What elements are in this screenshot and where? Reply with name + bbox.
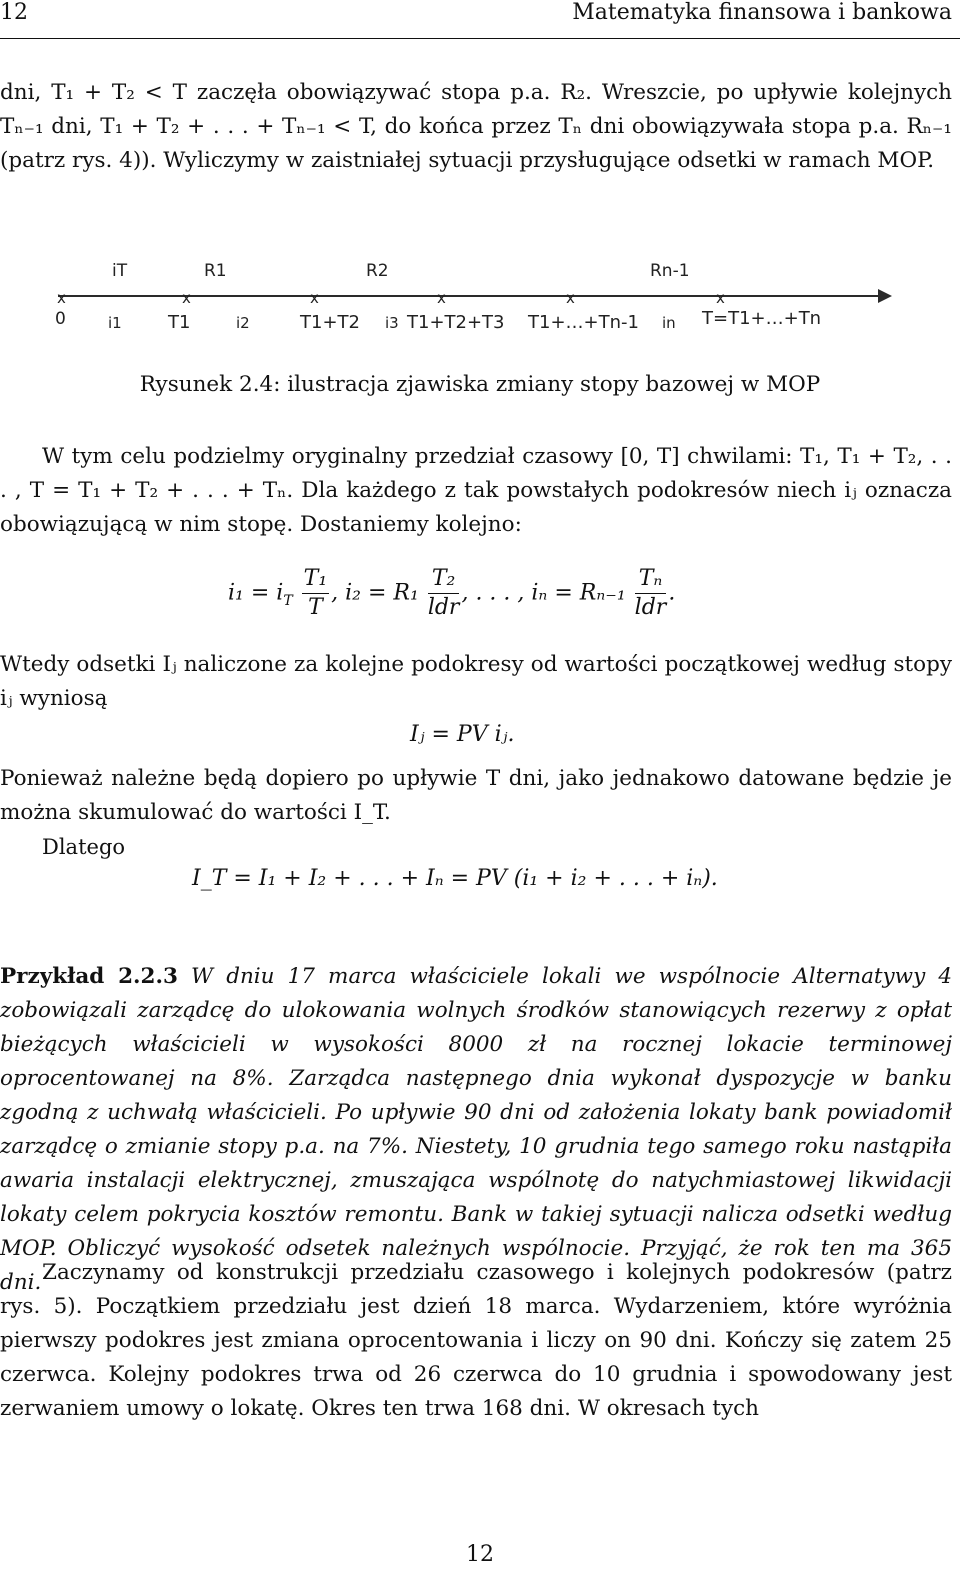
marker-x: x bbox=[57, 289, 66, 307]
equation-total: I_T = I₁ + I₂ + . . . + Iₙ = PV (i₁ + i₂ + . . . + iₙ). bbox=[192, 866, 718, 891]
equation-interest: Iⱼ = PV iⱼ. bbox=[410, 722, 515, 747]
label-i3: i3 bbox=[385, 314, 399, 332]
label-in: in bbox=[662, 314, 676, 332]
marker-x: x bbox=[437, 289, 446, 307]
paragraph-goal: W tym celu podzielmy oryginalny przedział czasowy [0, T] chwilami: T₁, T₁ + T₂, . . . , T = T₁ + T₂ + . . . + Tₙ. Dla każdego z tak powstałych podokresów niech iⱼ oznacza obowiązującą w nim stopę. Dostaniemy kolejno: bbox=[0, 444, 952, 537]
label-T1: T1 bbox=[168, 312, 191, 333]
header-rule bbox=[0, 38, 960, 39]
page-number-footer: 12 bbox=[466, 1542, 494, 1567]
running-title: Matematyka finansowa i bankowa bbox=[572, 0, 952, 25]
label-T-total: T=T1+…+Tn bbox=[702, 308, 822, 329]
label-T1+...+Tn-1: T1+…+Tn-1 bbox=[528, 312, 639, 333]
equation-rates: $i_1 = i_T$ $\frac{\text{T₁}}{T}$ , i₂ = R₁ $\frac{\text{T₂}}{\text{ldr}}$ , . . . , iₙ = Rₙ₋₁ $\frac{\text{Tₙ}}{\text{ldr}}$ . bbox=[228, 566, 676, 620]
paragraph-cumulate: Ponieważ należne będą dopiero po upływie T dni, jako jednakowo datowane będzie je można skumulować do wartości I_T. bbox=[0, 766, 952, 825]
label-R1: R1 bbox=[204, 261, 227, 281]
marker-x: x bbox=[716, 289, 725, 307]
label-R2: R2 bbox=[366, 261, 389, 281]
marker-x: x bbox=[182, 289, 191, 307]
marker-x: x bbox=[566, 289, 575, 307]
page-number-header: 12 bbox=[0, 0, 28, 25]
figure-caption: Rysunek 2.4: ilustracja zjawiska zmiany stopy bazowej w MOP bbox=[139, 372, 821, 397]
example-title: Przykład 2.2.3 bbox=[0, 964, 178, 989]
label-Rn-1: Rn-1 bbox=[650, 261, 690, 281]
timeline-figure bbox=[0, 256, 960, 346]
paragraph-interest: Wtedy odsetki Iⱼ naliczone za kolejne podokresy od wartości początkowej według stopy iⱼ wyniosą bbox=[0, 652, 952, 711]
label-T1+T2+T3: T1+T2+T3 bbox=[407, 312, 505, 333]
example-text: W dniu 17 marca właściciele lokali we wspólnocie Alternatywy 4 zobowiązali zarządcę do ulokowania wolnych środków stanowiących rezerwy z opłat bieżących właścicieli w wysokości 8000 zł na rocznej lokacie terminowej oprocentowanej na 8%. Zarządca następnego dnia wykonał dyspozycje w banku zgodną z uchwałą właścicieli. Po upływie 90 dni od założenia lokaty bank powiadomił zarządcę o zmianie stopy p.a. na 7%. Niestety, 10 grudnia tego samego roku nastąpiła awaria instalacji elektrycznej, zmuszająca wspólnotę do natychmiastowej likwidacji lokaty celem pokrycia kosztów remontu. Bank w takiej sytuacji nalicza odsetki według MOP. Obliczyć wysokość odsetek należnych wspólnocie. Przyjąć, że rok ten ma 365 dni. bbox=[0, 964, 952, 1295]
paragraph-intro: dni, T₁ + T₂ < T zaczęła obowiązywać stopa p.a. R₂. Wreszcie, po upływie kolejnych Tₙ₋₁ dni, T₁ + T₂ + . . . + Tₙ₋₁ < T, do końca przez Tₙ dni obowiązywała stopa p.a. Rₙ₋₁ (patrz rys. 4)). Wyliczymy w zaistniałej sytuacji przysługujące odsetki w ramach MOP. bbox=[0, 80, 952, 173]
label-i1: i1 bbox=[108, 314, 122, 332]
example-block bbox=[0, 960, 952, 1300]
paragraph-solution: Zaczynamy od konstrukcji przedziału czasowego i kolejnych podokresów (patrz rys. 5). Początkiem przedziału jest dzień 18 marca. Wydarzeniem, które wyróżnia pierwszy podokres jest zmiana oprocentowania i liczy on 90 dni. Kończy się zatem 25 czerwca. Kolejny podokres trwa od 26 czerwca do 10 grudnia i spowodowany jest zerwaniem umowy o lokatę. Okres ten trwa 168 dni. W okresach tych bbox=[0, 1260, 952, 1421]
label-iT: iT bbox=[112, 261, 128, 281]
label-i2: i2 bbox=[236, 314, 250, 332]
label-0: 0 bbox=[55, 309, 66, 329]
label-T1+T2: T1+T2 bbox=[300, 312, 360, 333]
text-dlatego: Dlatego bbox=[42, 835, 126, 859]
marker-x: x bbox=[310, 289, 319, 307]
